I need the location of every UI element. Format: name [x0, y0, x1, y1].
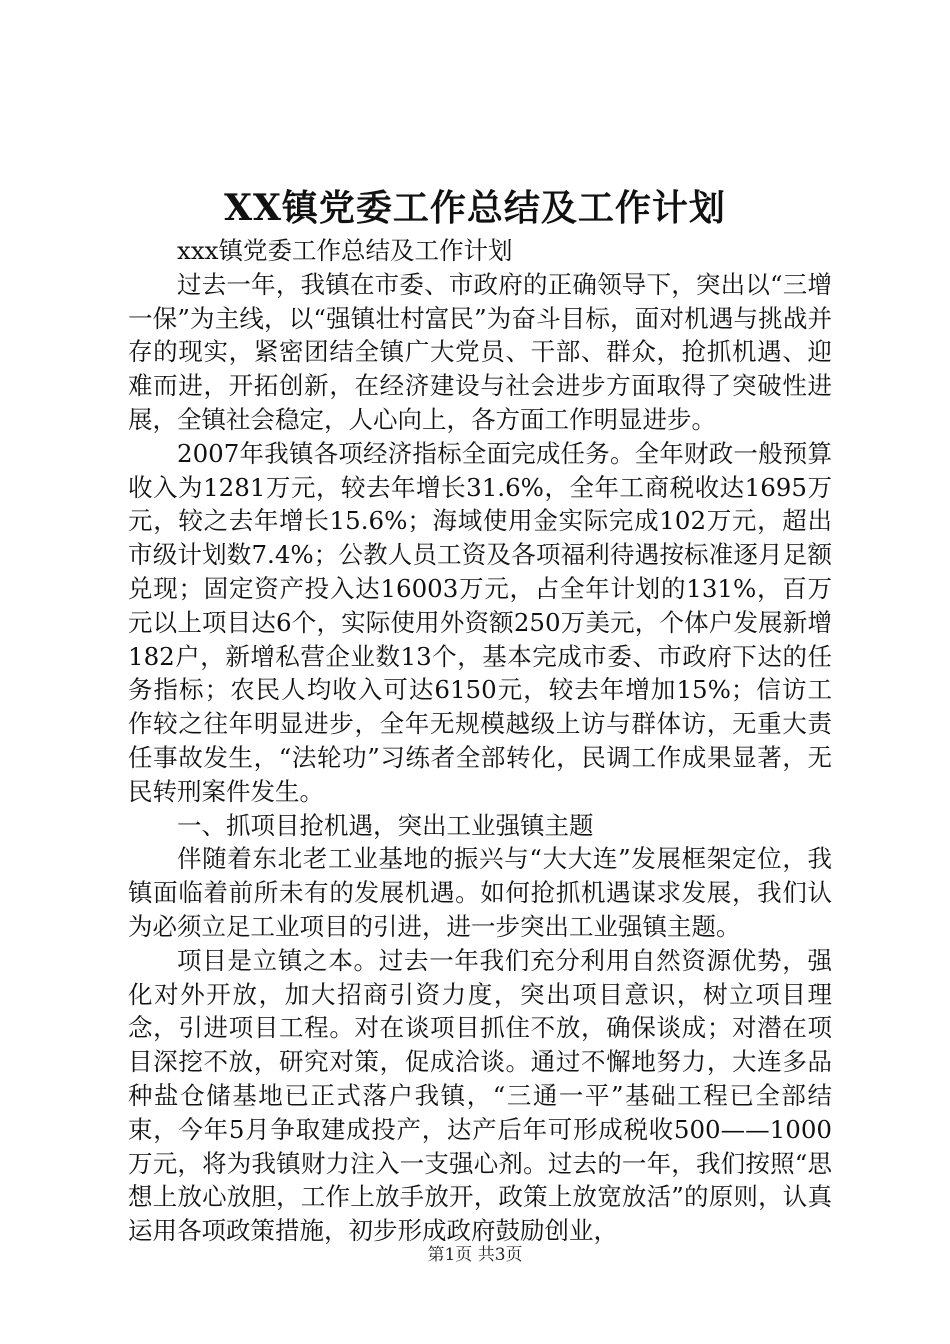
document-body	[128, 234, 832, 1248]
document-title: XX镇党委工作总结及工作计划	[224, 187, 726, 229]
paragraph-opportunity: 伴随着东北老工业基地的振兴与“大大连”发展框架定位，我镇面临着前所未有的发展机遇。如何抢抓机遇谋求发展，我们认为必须立足工业项目的引进，进一步突出工业强镇主题。	[128, 844, 832, 941]
page-footer: 第1页 共3页	[427, 1245, 523, 1265]
section-heading: 一、抓项目抢机遇，突出工业强镇主题	[177, 810, 594, 840]
paragraph-economic-indicators: 2007年我镇各项经济指标全面完成任务。全年财政一般预算收入为1281万元，较去年增长31.6%，全年工商税收达1695万元，较之去年增长15.6%；海域使用金实际完成102万元，超出市级计划数7.4%；公教人员工资及各项福利待遇按标准逐月足额兑现；固定资产投入达16003万元，占全年计划的131%，百万元以上项目达6个，实际使用外资额250万美元，个体户发展新增182户，新增私营企业数13个，基本完成市委、市政府下达的任务指标；农民人均收入可达6150元，较去年增加15%；信访工作较之往年明显进步，全年无规模越级上访与群体访，无重大责任事故发生，“法轮功”习练者全部转化，民调工作成果显著，无民转刑案件发生。	[128, 438, 832, 806]
document-subtitle: xxx镇党委工作总结及工作计划	[177, 236, 513, 265]
paragraph-projects: 项目是立镇之本。过去一年我们充分利用自然资源优势，强化对外开放，加大招商引资力度，突出项目意识，树立项目理念，引进项目工程。对在谈项目抓住不放，确保谈成；对潜在项目深挖不放，研究对策，促成洽谈。通过不懈地努力，大连多品种盐仓储基地已正式落户我镇，“三通一平”基础工程已全部结束，今年5月争取建成投产，达产后年可形成税收500——1000万元，将为我镇财力注入一支强心剂。过去的一年，我们按照“思想上放心放胆，工作上放手放开，政策上放宽放活”的原则，认真运用各项政策措施，初步形成政府鼓励创业，	[128, 945, 832, 1246]
paragraph-intro: 过去一年，我镇在市委、市政府的正确领导下，突出以“三增一保”为主线，以“强镇壮村富民”为奋斗目标，面对机遇与挑战并存的现实，紧密团结全镇广大党员、干部、群众，抢抓机遇、迎难而进，开拓创新，在经济建设与社会进步方面取得了突破性进展，全镇社会稳定，人心向上，各方面工作明显进步。	[128, 269, 832, 434]
